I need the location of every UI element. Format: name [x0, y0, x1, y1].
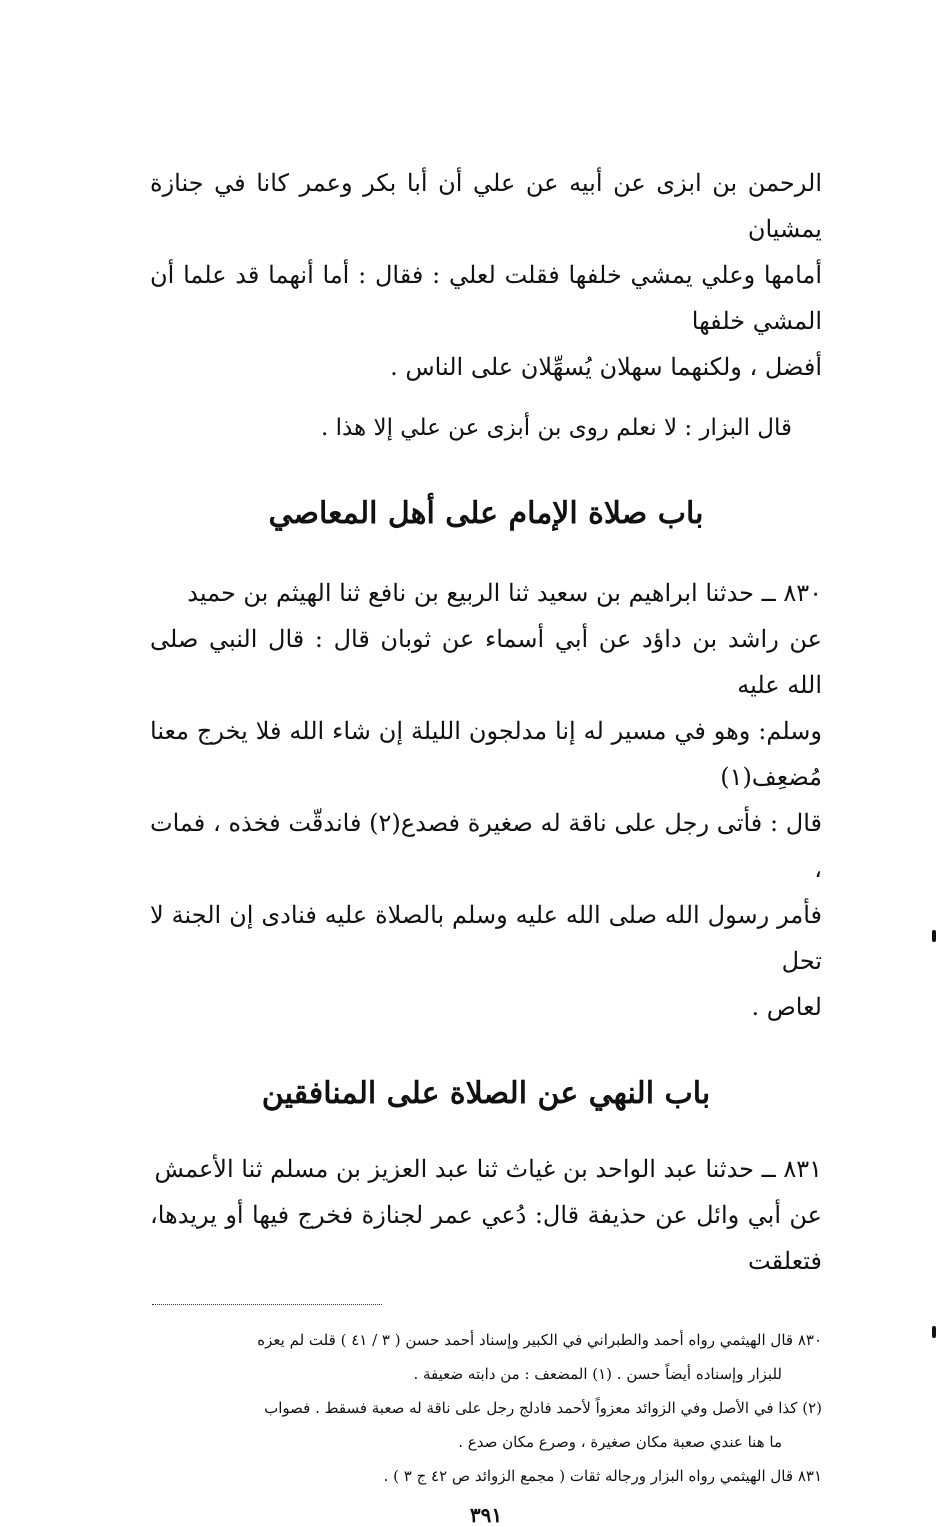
hadith-830	[150, 570, 822, 1030]
opening-paragraph	[150, 160, 822, 390]
hadith-830-line-1: ٨٣٠ ــ حدثنا ابراهيم بن سعيد ثنا الربيع بن نافع ثنا الهيثم بن حميد	[187, 579, 822, 607]
opening-line-1: الرحمن بن ابزى عن أبيه عن علي أن أبا بكر وعمر كانا في جنازة يمشيان	[150, 169, 822, 243]
footnotes	[150, 1323, 822, 1493]
hadith-830-line-4: قال : فأتى رجل على ناقة له صغيرة فصدع(٢) فاندقّت فخذه ، فمات ،	[150, 809, 822, 883]
footnote-line: ٨٣١ قال الهيثمي رواه البزار ورجاله ثقات ( مجمع الزوائد ص ٤٢ ج ٣ ) .	[383, 1467, 822, 1485]
section-heading-imam-prayer: باب صلاة الإمام على أهل المعاصي	[268, 496, 704, 531]
page-body	[150, 160, 822, 1527]
hadith-830-line-6: لعاص .	[751, 993, 822, 1021]
hadith-831	[150, 1146, 822, 1284]
footnote-divider	[152, 1304, 382, 1305]
hadith-830-line-3: وسلم: وهو في مسير له إنا مدلجون الليلة إن شاء الله فلا يخرج معنا مُضعِف(١)	[150, 717, 822, 791]
hadith-831-line-2: عن أبي وائل عن حذيفة قال: دُعي عمر لجنازة فخرج فيها أو يريدها، فتعلقت	[150, 1201, 822, 1275]
opening-line-3: أفضل ، ولكنهما سهلان يُسهِّلان على الناس .	[390, 353, 822, 381]
footnote-line: للبزار وإسناده أيضاً حسن . (١) المضعف : من دابته ضعيفة .	[413, 1365, 782, 1383]
opening-line-2: أمامها وعلي يمشي خلفها فقلت لعلي : فقال : أما أنهما قد علما أن المشي خلفها	[150, 261, 822, 335]
bazzar-remark: قال البزار : لا نعلم روى بن أبزى عن علي إلا هذا .	[320, 415, 792, 441]
footnote-line: ما هنا عندي صعبة مكان صغيرة ، وصرع مكان صدع .	[458, 1433, 782, 1451]
hadith-830-line-2: عن راشد بن داؤد عن أبي أسماء عن ثوبان قال : قال النبي صلى الله عليه	[150, 625, 822, 699]
page-number: ٣٩١	[469, 1503, 503, 1527]
hadith-830-line-5: فأمر رسول الله صلى الله عليه وسلم بالصلاة عليه فنادى إن الجنة لا تحل	[150, 901, 822, 975]
footnote-line: ٨٣٠ قال الهيثمي رواه أحمد والطبراني في الكبير وإسناد أحمد حسن ( ٣ / ٤١ ) قلت لم يعزه	[257, 1331, 822, 1349]
footnote-line: (٢) كذا في الأصل وفي الزوائد معزواً لأحمد فادلج رجل على ناقة له صعبة فسقط . فصواب	[264, 1399, 822, 1417]
hadith-831-line-1: ٨٣١ ــ حدثنا عبد الواحد بن غياث ثنا عبد العزيز بن مسلم ثنا الأعمش	[154, 1155, 822, 1183]
scan-edge-mark	[932, 930, 936, 942]
section-heading-hypocrites: باب النهي عن الصلاة على المنافقين	[261, 1076, 711, 1111]
scan-edge-mark	[932, 1326, 936, 1338]
